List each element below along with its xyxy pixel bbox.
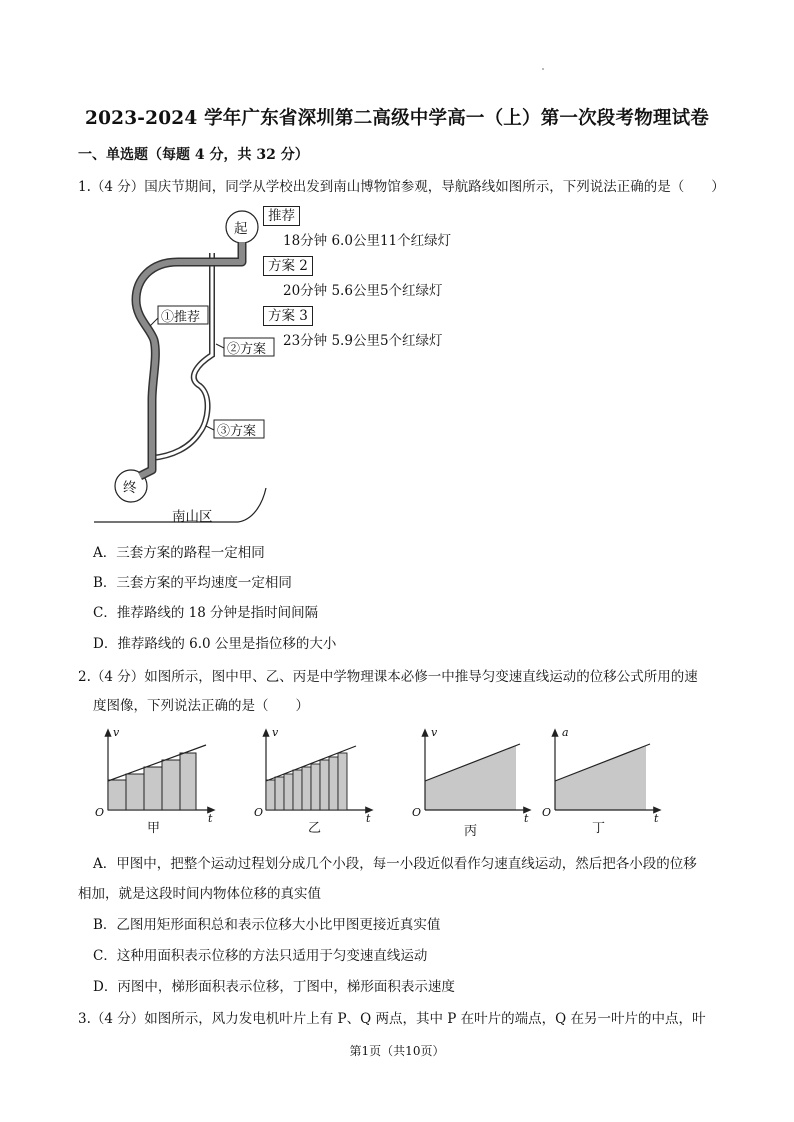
ding-origin: O (542, 806, 552, 819)
jia-x-label: t (208, 812, 213, 825)
bing-y-label: v (431, 726, 438, 739)
route-label-plan-2: ②方案 (227, 342, 267, 357)
jia-rect-5 (180, 753, 196, 810)
q2-option-c: C．这种用面积表示位移的方法只适用于匀变速直线运动 (93, 948, 428, 964)
plan-name-2: 方案 2 (263, 256, 313, 276)
jia-rect-2 (126, 774, 144, 810)
q1-option-d: D．推荐路线的 6.0 公里是指位移的大小 (93, 636, 337, 652)
q2-option-d: D．丙图中，梯形面积表示位移，丁图中，梯形面积表示速度 (93, 979, 455, 995)
district-label: 南山区 (172, 509, 213, 525)
q1-option-c: C．推荐路线的 18 分钟是指时间间隔 (93, 605, 319, 621)
yi-caption: 乙 (308, 821, 322, 836)
jia-rect-3 (144, 767, 162, 810)
plan-name-recommended: 推荐 (263, 206, 300, 226)
yi-y-label: v (272, 726, 279, 739)
bing-trapezoid (425, 746, 516, 810)
graph-ding (555, 732, 658, 810)
ding-y-label: a (562, 726, 569, 739)
q1-stem: 1.（4 分）国庆节期间，同学从学校出发到南山博物馆参观，导航路线如图所示，下列说法正确的是（ ） (78, 179, 725, 195)
ding-trapezoid (555, 746, 646, 810)
start-label: 起 (234, 221, 248, 237)
graph-yi (266, 732, 370, 810)
q2-option-a-line2: 相加，就是这段时间内物体位移的真实值 (78, 886, 321, 902)
ding-caption: 丁 (592, 821, 606, 836)
ding-x-label: t (654, 812, 659, 825)
bing-origin: O (412, 806, 422, 819)
route-label-recommended: ①推荐 (161, 310, 201, 325)
q3-stem: 3.（4 分）如图所示，风力发电机叶片上有 P、Q 两点，其中 P 在叶片的端点，Q 在另一叶片的中点，叶 (78, 1011, 706, 1027)
yi-x-label: t (366, 812, 371, 825)
page-footer: 第1页（共10页） (349, 1044, 445, 1058)
plan-name-3: 方案 3 (263, 306, 313, 326)
q1-option-a: A．三套方案的路程一定相同 (93, 545, 265, 561)
yi-origin: O (254, 806, 264, 819)
exam-title: 2023-2024 学年广东省深圳第二高级中学高一（上）第一次段考物理试卷 (85, 108, 709, 129)
q2-stem-line2: 度图像，下列说法正确的是（ ） (93, 698, 309, 714)
bing-caption: 丙 (464, 824, 478, 839)
plan-detail-2: 20分钟 5.6公里5个红绿灯 (283, 283, 443, 299)
q2-option-b: B．乙图用矩形面积总和表示位移大小比甲图更接近真实值 (93, 917, 441, 933)
jia-rect-4 (162, 760, 180, 810)
plan-detail-recommended: 18分钟 6.0公里11个红绿灯 (283, 233, 452, 249)
route-label-plan-3: ③方案 (217, 424, 257, 439)
jia-caption: 甲 (147, 821, 161, 836)
section-heading: 一、单选题（每题 4 分，共 32 分） (78, 147, 309, 163)
q2-option-a-line1: A．甲图中，把整个运动过程划分成几个小段，每一小段近似看作匀速直线运动，然后把各小段的位移 (93, 856, 697, 872)
q2-stem-line1: 2.（4 分）如图所示，图中甲、乙、丙是中学物理课本必修一中推导匀变速直线运动的位移公式所用的速 (78, 669, 698, 685)
graph-bing (425, 732, 528, 810)
jia-y-label: v (113, 726, 120, 739)
graph-jia (108, 732, 212, 810)
q1-option-b: B．三套方案的平均速度一定相同 (93, 575, 292, 591)
bing-x-label: t (524, 812, 529, 825)
jia-rect-1 (108, 780, 126, 810)
jia-origin: O (95, 806, 105, 819)
end-label: 终 (123, 480, 137, 496)
plan-detail-3: 23分钟 5.9公里5个红绿灯 (283, 333, 443, 349)
